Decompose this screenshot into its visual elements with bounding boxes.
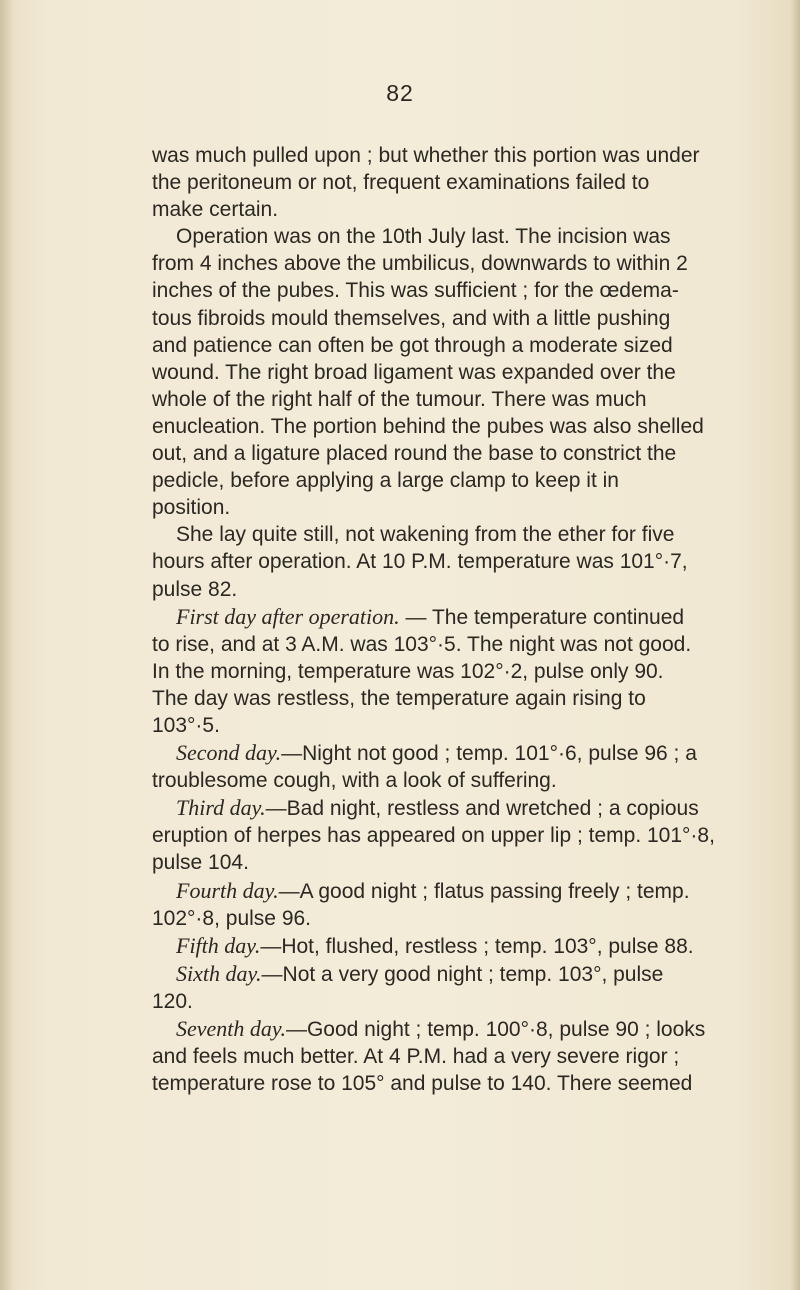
entry-fourth-day [152, 877, 740, 905]
entry-text: —Not a very good night ; temp. 103°, pulse [261, 962, 664, 986]
text-line: whole of the right half of the tumour. There was much [152, 387, 647, 411]
entry-text: —A good night ; flatus passing freely ; temp. [278, 879, 690, 903]
entry-label: First day after operation. [176, 603, 400, 629]
text-line: the peritoneum or not, frequent examinations failed to [152, 171, 650, 195]
page-number: 82 [386, 80, 414, 106]
entry-text: —Hot, flushed, restless ; temp. 103°, pulse 88. [260, 934, 694, 958]
text-line: Operation was on the 10th July last. The incision was [176, 225, 671, 249]
entry-label: Second day. [176, 740, 282, 766]
entry-third-day [152, 794, 740, 822]
entry-first-day [152, 603, 740, 631]
text-line: and feels much better. At 4 P.M. had a very severe rigor ; [152, 1045, 680, 1069]
text-line: The day was restless, the temperature again rising to [152, 686, 646, 710]
text-line: from 4 inches above the umbilicus, downwards to within 2 [152, 252, 688, 276]
text-line: troublesome cough, with a look of suffering. [152, 769, 557, 793]
body-text [152, 142, 740, 1097]
text-line: to rise, and at 3 A.M. was 103°·5. The night was not good. [152, 632, 692, 656]
text-line: and patience can often be got through a moderate sized [152, 333, 673, 357]
entry-label: Third day. [176, 795, 266, 821]
entry-text: —Bad night, restless and wretched ; a copious [265, 797, 699, 821]
text-line: pedicle, before applying a large clamp to keep it in [152, 469, 619, 493]
text-line: pulse 82. [152, 577, 238, 601]
entry-label: Seventh day. [176, 1016, 286, 1041]
text-line: out, and a ligature placed round the base to constrict the [152, 442, 677, 466]
entry-label: Fifth day. [176, 932, 261, 958]
text-line: In the morning, temperature was 102°·2, pulse only 90. [152, 659, 664, 683]
text-line: make certain. [152, 198, 279, 222]
text-line: 120. [152, 989, 193, 1013]
entry-seventh-day [152, 1015, 740, 1043]
text-line: position. [152, 496, 231, 520]
entry-text: —Night not good ; temp. 101°·6, pulse 96 ; a [281, 742, 697, 766]
entry-fifth-day [152, 932, 740, 960]
text-line: pulse 104. [152, 851, 249, 875]
text-line: tous fibroids mould themselves, and with a little pushing [152, 306, 671, 330]
entry-sixth-day [152, 960, 740, 988]
text-line: inches of the pubes. This was sufficient ; for the œdema- [152, 279, 679, 303]
entry-label: Fourth day. [176, 877, 279, 903]
text-line: eruption of herpes has appeared on upper lip ; temp. 101°·8, [152, 824, 715, 848]
text-line: She lay quite still, not wakening from the ether for five [176, 523, 675, 547]
entry-text: — The temperature continued [399, 605, 685, 629]
page-edge-shadow [790, 0, 800, 1290]
text-line: 103°·5. [152, 713, 220, 737]
text-line: wound. The right broad ligament was expanded over the [152, 360, 676, 384]
entry-text: —Good night ; temp. 100°·8, pulse 90 ; looks [285, 1018, 706, 1041]
text-line: was much pulled upon ; but whether this portion was under [152, 144, 700, 167]
entry-second-day [152, 739, 740, 767]
entry-label: Sixth day. [176, 960, 262, 986]
text-line: enucleation. The portion behind the pubes was also shelled [152, 414, 704, 438]
page-gutter-shadow [0, 0, 14, 1290]
text-line: hours after operation. At 10 P.M. temperature was 101°·7, [152, 550, 688, 574]
text-line: temperature rose to 105° and pulse to 140. There seemed [152, 1072, 693, 1096]
text-line: 102°·8, pulse 96. [152, 906, 312, 930]
